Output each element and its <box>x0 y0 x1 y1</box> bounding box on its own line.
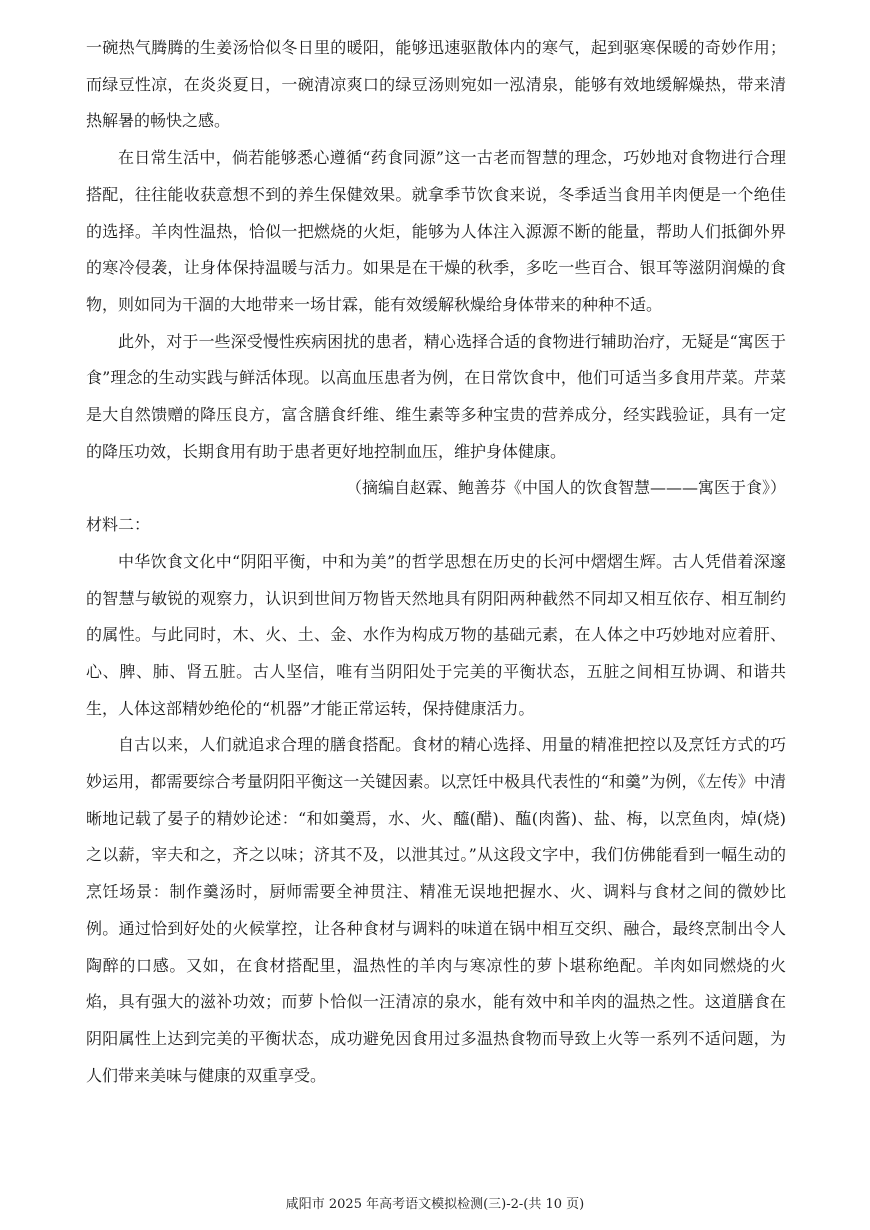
source-citation: （摘编自赵霖、鲍善芬《中国人的饮食智慧———寓医于食》） <box>345 478 786 498</box>
paragraph-yin-yang-balance: 中华饮食文化中“阴阳平衡，中和为美”的哲学思想在历史的长河中熠熠生辉。古人凭借着深邃的智慧与敏锐的观察力，认识到世间万物皆天然地具有阴阳两种截然不同却又相互依存、相互制约的属性。与此同时，木、火、土、金、水作为构成万物的基础元素，在人体之中巧妙地对应着肝、心、脾、肺、肾五脏。古人坚信，唯有当阴阳处于完美的平衡状态，五脏之间相互协调、和谐共生，人体这部精妙绝伦的“机器”才能正常运转，保持健康活力。 <box>86 551 786 718</box>
article-body <box>86 30 786 1094</box>
paragraph-ginger-mungbean: 一碗热气腾腾的生姜汤恰似冬日里的暖阳，能够迅速驱散体内的寒气，起到驱寒保暖的奇妙作用；而绿豆性凉，在炎炎夏日，一碗清凉爽口的绿豆汤则宛如一泓清泉，能够有效地缓解燥热，带来清热解暑的畅快之感。 <box>86 38 786 131</box>
paragraph-chronic-disease-diet: 此外，对于一些深受慢性疾病困扰的患者，精心选择合适的食物进行辅助治疗，无疑是“寓医于食”理念的生动实践与鲜活体现。以高血压患者为例，在日常饮食中，他们可适当多食用芹菜。芹菜是大自然馈赠的降压良方，富含膳食纤维、维生素等多种宝贵的营养成分，经实践验证，具有一定的降压功效，长期食用有助于患者更好地控制血压，维护身体健康。 <box>86 331 786 461</box>
paragraph-food-medicine-origin: 在日常生活中，倘若能够悉心遵循“药食同源”这一古老而智慧的理念，巧妙地对食物进行合理搭配，往往能收获意想不到的养生保健效果。就拿季节饮食来说，冬季适当食用羊肉便是一个绝佳的选择。羊肉性温热，恰似一把燃烧的火炬，能够为人体注入源源不断的能量，帮助人们抵御外界的寒冷侵袭，让身体保持温暖与活力。如果是在干燥的秋季，多吃一些百合、银耳等滋阴润燥的食物，则如同为干涸的大地带来一场甘霖，能有效缓解秋燥给身体带来的种种不适。 <box>86 148 786 314</box>
page-footer: 咸阳市 2025 年高考语文模拟检测(三)-2-(共 10 页) <box>285 1197 585 1212</box>
paragraph-diet-combination: 自古以来，人们就追求合理的膳食搭配。食材的精心选择、用量的精准把控以及烹饪方式的巧妙运用，都需要综合考量阴阳平衡这一关键因素。以烹饪中极具代表性的“和羹”为例，《左传》中清晰地记载了晏子的精妙论述：“和如羹焉，水、火、醯(醋)、醢(肉酱)、盐、梅，以烹鱼肉，焯(烧)之以薪，宰夫和之，齐之以味；济其不及，以泄其过。”从这段文字中，我们仿佛能看到一幅生动的烹饪场景：制作羹汤时，厨师需要全神贯注、精准无误地把握水、火、调料与食材之间的微妙比例。通过恰到好处的火候掌控，让各种食材与调料的味道在锅中相互交织、融合，最终烹制出令人陶醉的口感。又如，在食材搭配里，温热性的羊肉与寒凉性的萝卜堪称绝配。羊肉如同燃烧的火焰，具有强大的滋补功效；而萝卜恰似一汪清凉的泉水，能有效中和羊肉的温热之性。这道膳食在阴阳属性上达到完美的平衡状态，成功避免因食用过多温热食物而导致上火等一系列不适问题，为人们带来美味与健康的双重享受。 <box>86 735 786 1085</box>
material-two-label: 材料二： <box>86 515 151 535</box>
